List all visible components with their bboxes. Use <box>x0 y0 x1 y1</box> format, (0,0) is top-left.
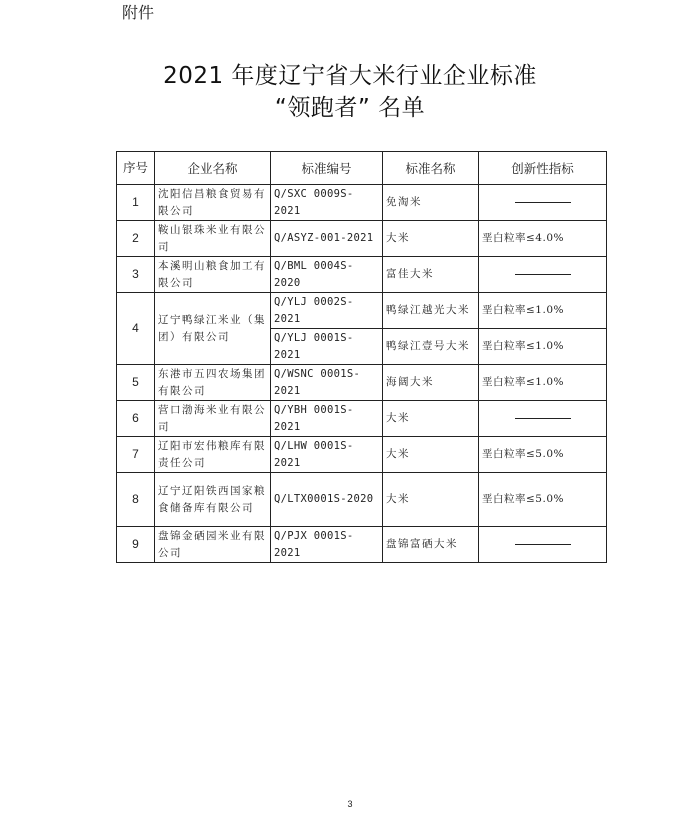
header-company: 企业名称 <box>155 152 271 185</box>
row-index: 3 <box>117 257 155 293</box>
indicator-empty <box>479 185 607 221</box>
row-index: 1 <box>117 185 155 221</box>
leaders-table <box>116 151 607 563</box>
company-name: 本溪明山粮食加工有限公司 <box>155 257 271 293</box>
header-code: 标准编号 <box>271 152 383 185</box>
standard-name: 盘锦富硒大米 <box>383 527 479 563</box>
attachment-label: 附件 <box>122 3 155 22</box>
row-index: 5 <box>117 365 155 401</box>
standard-code: Q/YLJ 0001S-2021 <box>271 329 383 365</box>
row-index: 9 <box>117 527 155 563</box>
company-name: 盘锦金硒园米业有限公司 <box>155 527 271 563</box>
row-index: 7 <box>117 437 155 473</box>
indicator-empty <box>479 527 607 563</box>
standard-name: 大米 <box>383 221 479 257</box>
dash-line <box>515 418 571 419</box>
standard-name: 富佳大米 <box>383 257 479 293</box>
innovation-indicator: 垩白粒率≤4.0% <box>479 221 607 257</box>
standard-code: Q/YBH 0001S-2021 <box>271 401 383 437</box>
standard-name: 大米 <box>383 401 479 437</box>
standard-code: Q/PJX 0001S-2021 <box>271 527 383 563</box>
innovation-indicator: 垩白粒率≤1.0% <box>479 329 607 365</box>
header-name: 标准名称 <box>383 152 479 185</box>
table-row <box>117 185 607 221</box>
page-number: 3 <box>347 799 353 809</box>
standard-code: Q/SXC 0009S-2021 <box>271 185 383 221</box>
dash-line <box>515 274 571 275</box>
standard-name: 大米 <box>383 473 479 527</box>
table-row <box>117 401 607 437</box>
document-title: 2021 年度辽宁省大米行业企业标准 <box>163 63 537 89</box>
standard-code: Q/BML 0004S-2020 <box>271 257 383 293</box>
standard-name: 鸭绿江越光大米 <box>383 293 479 329</box>
company-name: 辽宁鸭绿江米业（集团）有限公司 <box>155 293 271 365</box>
standard-name: 免淘米 <box>383 185 479 221</box>
standard-code: Q/ASYZ-001-2021 <box>271 221 383 257</box>
standard-name: 大米 <box>383 437 479 473</box>
header-index: 序号 <box>117 152 155 185</box>
row-index: 8 <box>117 473 155 527</box>
row-index: 4 <box>117 293 155 365</box>
dash-line <box>515 544 571 545</box>
standard-name: 海阔大米 <box>383 365 479 401</box>
standard-code: Q/LTX0001S-2020 <box>271 473 383 527</box>
table-row <box>117 221 607 257</box>
standard-code: Q/LHW 0001S-2021 <box>271 437 383 473</box>
company-name: 沈阳信昌粮食贸易有限公司 <box>155 185 271 221</box>
indicator-empty <box>479 401 607 437</box>
innovation-indicator: 垩白粒率≤5.0% <box>479 473 607 527</box>
company-name: 鞍山银珠米业有限公司 <box>155 221 271 257</box>
innovation-indicator: 垩白粒率≤1.0% <box>479 293 607 329</box>
header-indicator: 创新性指标 <box>479 152 607 185</box>
table-row <box>117 527 607 563</box>
company-name: 辽宁辽阳铁西国家粮食储备库有限公司 <box>155 473 271 527</box>
table-row <box>117 257 607 293</box>
standard-code: Q/YLJ 0002S-2021 <box>271 293 383 329</box>
standard-name: 鸭绿江壹号大米 <box>383 329 479 365</box>
table-row <box>117 365 607 401</box>
company-name: 营口渤海米业有限公司 <box>155 401 271 437</box>
table-header-row <box>117 152 607 185</box>
standard-code: Q/WSNC 0001S-2021 <box>271 365 383 401</box>
company-name: 辽阳市宏伟粮库有限责任公司 <box>155 437 271 473</box>
table-row <box>117 437 607 473</box>
table-row <box>117 473 607 527</box>
innovation-indicator: 垩白粒率≤1.0% <box>479 365 607 401</box>
row-index: 2 <box>117 221 155 257</box>
indicator-empty <box>479 257 607 293</box>
company-name: 东港市五四农场集团有限公司 <box>155 365 271 401</box>
table-row <box>117 293 607 329</box>
dash-line <box>515 202 571 203</box>
innovation-indicator: 垩白粒率≤5.0% <box>479 437 607 473</box>
row-index: 6 <box>117 401 155 437</box>
document-subtitle: “领跑者” 名单 <box>274 95 426 121</box>
